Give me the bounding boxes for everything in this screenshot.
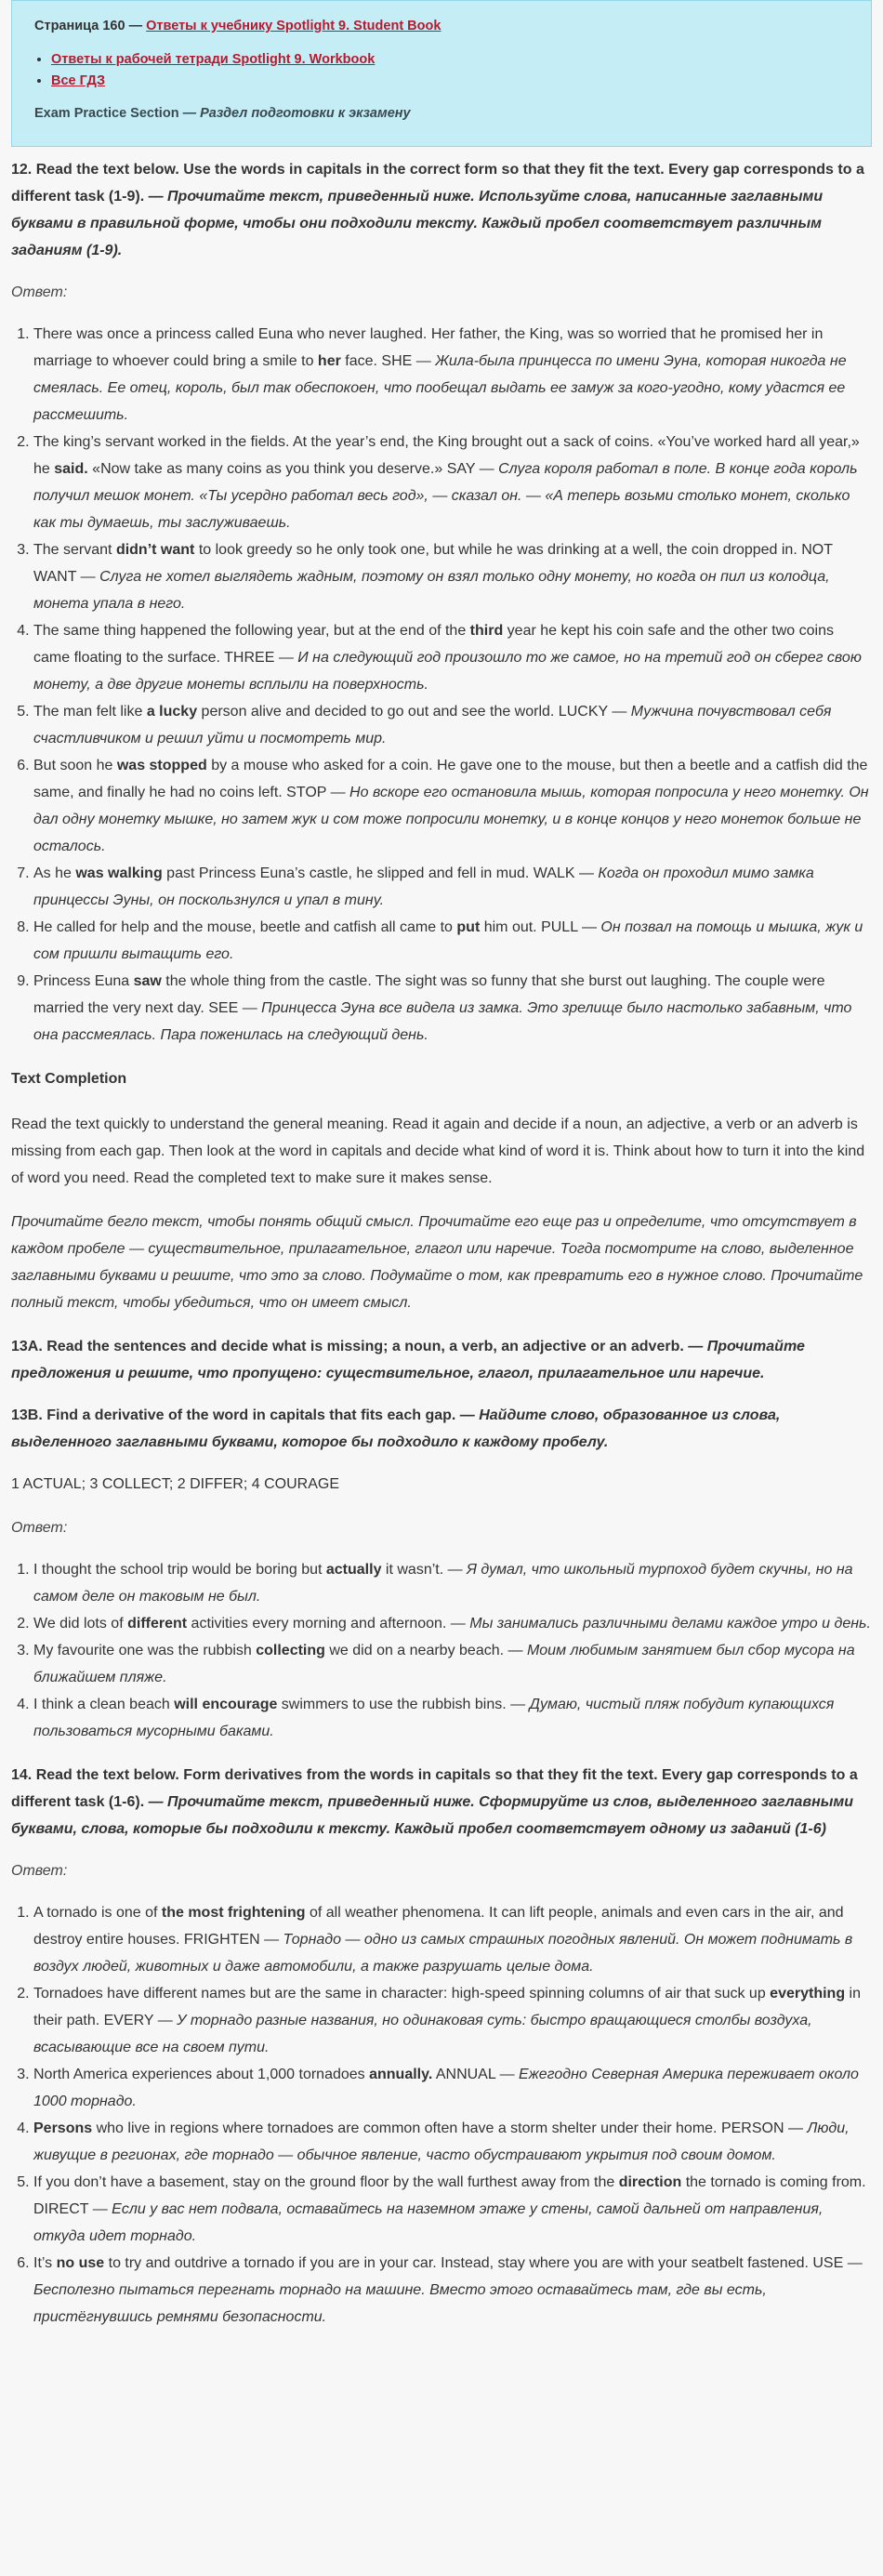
exercise-14-answers [11, 1899, 872, 2331]
answer-word: saw [133, 973, 162, 989]
answer-text: the whole thing from the castle. The sight was so funny that she burst out laughing. The couple were married the very next day. SEE — [33, 973, 825, 1016]
exercise-12-heading-en: 12. Read the text below. Use the words in capitals in the correct form so that they fit the text. Every gap corresponds to a different task (1-9). [11, 162, 864, 205]
answer-word: was stopped [116, 758, 207, 773]
list-item [33, 752, 872, 860]
answer-text: The servant [33, 542, 116, 558]
answer-text: The man felt like [33, 704, 147, 720]
exercise-13a-heading-en: 13A. Read the sentences and decide what is missing; a noun, a verb, an adjective or an adverb. [11, 1339, 684, 1354]
answer-text: I think a clean beach [33, 1697, 175, 1712]
text-completion-instructions: Read the text quickly to understand the general meaning. Read it again and decide if a noun, an adjective, a verb or an adverb is missing from each gap. Then look at the word in capitals and decide what kind of word it is. Think about how to turn it into the kind of word you need. Read the completed text to make sure it makes sense. [11, 1116, 865, 1186]
answer-text: in their path. EVERY — [33, 1986, 861, 2028]
answer-translation: Мы занимались различными делами каждое утро и день. [469, 1616, 871, 1631]
answer-text: My favourite one was the rubbish [33, 1643, 257, 1658]
answer-word: actually [325, 1562, 382, 1578]
page-prefix: Страница 160 — [34, 19, 147, 33]
list-item [33, 1899, 872, 1980]
exercise-12-heading [11, 156, 872, 264]
student-book-link[interactable]: Ответы к учебнику Spotlight 9. Student Book [146, 19, 442, 33]
answer-text: There was once a princess called Euna who never laughed. Her father, the King, was so worried that he promised her in marriage to whoever could bring a smile to [33, 326, 824, 369]
answer-text: of all weather phenomena. It can lift people, animals and even cars in the air, and destroy entire houses. FRIGHTEN — [33, 1905, 844, 1948]
answer-word: Persons [33, 2120, 93, 2136]
answer-translation: Люди, живущие в регионах, где торнадо — обычное явление, часто обустраивают укрытия под своим домом. [33, 2120, 850, 2163]
answer-text: The king’s servant worked in the fields. At the year’s end, the King brought out a sack of coins. «You’ve worked hard all year,» he [33, 434, 860, 477]
answer-text: activities every morning and afternoon. — [187, 1616, 470, 1631]
answer-text: If you don’t have a basement, stay on the ground floor by the wall furthest away from the [33, 2174, 619, 2190]
all-gdz-link[interactable]: Все ГДЗ [51, 73, 106, 88]
answer-translation: Моим любимым занятием был сбор мусора на ближайшем пляже. [33, 1643, 855, 1685]
list-item [33, 914, 872, 968]
answer-text: by a mouse who asked for a coin. He gave one to the mouse, but then a beetle and a catfish did the same, and finally he had no coins left. STOP — [33, 758, 868, 800]
exercise-13b-heading [11, 1402, 872, 1456]
answer-translation: Торнадо — одно из самых страшных погодных явлений. Он может поднимать в воздух людей, животных и даже автомобили, а также разрушать целые дома. [33, 1932, 853, 1975]
list-item [33, 2115, 872, 2169]
answer-translation: Думаю, чистый пляж побудит купающихся пользоваться мусорными баками. [33, 1697, 835, 1739]
answer-label: Ответ: [11, 284, 68, 300]
exercise-14-heading-en: 14. Read the text below. Form derivatives from the words in capitals so that they fit the text. Every gap corresponds to a different task (1-6). [11, 1767, 858, 1810]
list-item [33, 968, 872, 1049]
answer-word: different [127, 1616, 188, 1631]
text-completion-instructions-ru: Прочитайте бегло текст, чтобы понять общий смысл. Прочитайте его еще раз и определите, что отсутствует в каждом пробеле — существительное, прилагательное, глагол или наречие. Тогда посмотрите на слово, выделенное заглавными буквами и решите, что это за слово. Подумайте о том, как превратить его в нужное слово. Прочитайте полный текст, чтобы убедиться, что он имеет смысл. [11, 1214, 863, 1311]
list-item [33, 1691, 872, 1745]
info-box [11, 0, 872, 147]
section-title: Exam Practice Section [34, 106, 179, 121]
answer-translation: Слуга короля работал в поле. В конце года король получил мешок монет. «Ты усердно работал весь год», — сказал он. — «А теперь возьми столько монет, сколько как ты думаешь, ты заслуживаешь. [33, 461, 858, 531]
answer-translation: Мужчина почувствовал себя счастливчиком и решил уйти и посмотреть мир. [33, 704, 832, 746]
answer-word: will encourage [174, 1697, 278, 1712]
exercise-13b-words: 1 ACTUAL; 3 COLLECT; 2 DIFFER; 4 COURAGE [11, 1476, 339, 1492]
answer-translation: Ежегодно Северная Америка переживает около 1000 торнадо. [33, 2067, 859, 2109]
answer-text: Tornadoes have different names but are the same in character: high-speed spinning columns of air that suck up [33, 1986, 771, 2001]
list-item [33, 536, 872, 617]
exercise-13b-answers [11, 1556, 872, 1745]
answer-translation: Принцесса Эуна все видела из замка. Это зрелище было настолько забавным, что она рассмеялась. Пара поженилась на следующий день. [33, 1000, 852, 1043]
answer-translation: Но вскоре его остановила мышь, которая попросила у него монетку. Он дал одну монетку мышке, но затем жук и сом тоже попросили монетку, и в конце концов у него монеток больше не осталось. [33, 785, 869, 854]
answer-word: direction [618, 2174, 682, 2190]
answer-text: A tornado is one of [33, 1905, 162, 1921]
exercise-14-heading [11, 1762, 872, 1843]
answer-label: Ответ: [11, 1863, 68, 1879]
answer-word: her [317, 353, 341, 369]
list-item [33, 617, 872, 698]
answer-text: person alive and decided to go out and see the world. LUCKY — [197, 704, 631, 720]
answer-translation: Слуга не хотел выглядеть жадным, поэтому он взял только одну монету, но когда он пил из колодца, монета упала в него. [33, 569, 830, 612]
answer-word: collecting [256, 1643, 325, 1658]
list-item [33, 2169, 872, 2250]
answer-text: It’s [33, 2255, 57, 2271]
list-item [33, 1556, 872, 1610]
list-item [33, 2250, 872, 2331]
answer-text: swimmers to use the rubbish bins. — [277, 1697, 530, 1712]
exercise-13a-heading [11, 1333, 872, 1387]
exercise-12-heading-ru: — Прочитайте текст, приведенный ниже. Используйте слова, написанные заглавными буквами в правильной форме, чтобы они подходили тексту. Каждый пробел соответствует различным заданиям (1-9). [11, 189, 824, 258]
answer-word: didn’t want [115, 542, 195, 558]
answer-text: to look greedy so he only took one, but while he was drinking at a well, the coin dropped in. NOT WANT — [33, 542, 833, 585]
answer-text: year he kept his coin safe and the other two coins came floating to the surface. THREE — [33, 623, 834, 666]
answer-text: He called for help and the mouse, beetle and catfish all came to [33, 919, 457, 935]
answer-word: a lucky [146, 704, 198, 720]
list-item [33, 1980, 872, 2061]
exercise-13a-heading-ru: — Прочитайте предложения и решите, что пропущено: существительное, глагол, прилагательное или наречие. [11, 1339, 805, 1381]
workbook-link[interactable]: Ответы к рабочей тетради Spotlight 9. Workbook [51, 52, 376, 67]
answer-translation: Жила-была принцесса по имени Эуна, которая никогда не смеялась. Ее отец, король, был так обеспокоен, что пообещал выдать ее замуж за кого-угодно, кому удастся ее рассмешить. [33, 353, 847, 423]
list-item [33, 429, 872, 536]
list-item [33, 321, 872, 429]
answer-text: «Now take as many coins as you think you deserve.» SAY — [87, 461, 499, 477]
answer-translation: И на следующий год произошло то же самое, но на третий год он сберег свою монету, а две другие монеты всплыли на поверхность. [33, 650, 862, 693]
answer-text: I thought the school trip would be boring but [33, 1562, 326, 1578]
text-completion-title: Text Completion [11, 1071, 127, 1087]
list-item [33, 1637, 872, 1691]
exercise-13b-heading-en: 13B. Find a derivative of the word in capitals that fits each gap. [11, 1407, 456, 1423]
answer-word: put [456, 919, 481, 935]
exercise-14-heading-ru: — Прочитайте текст, приведенный ниже. Сформируйте из слов, выделенного заглавными буквами, слова, которые бы подходили к тексту. Каждый пробел соответствует одному из заданий (1-6) [11, 1794, 854, 1837]
answer-text: the tornado is coming from. DIRECT — [33, 2174, 866, 2217]
answer-label: Ответ: [11, 1520, 68, 1536]
answer-text: past Princess Euna’s castle, he slipped and fell in mud. WALK — [162, 865, 599, 881]
answer-text: As he [33, 865, 76, 881]
answer-translation: Он позвал на помощь и мышка, жук и сом пришли вытащить его. [33, 919, 863, 962]
answer-text: Princess Euna [33, 973, 134, 989]
exercise-12-answers [11, 321, 872, 1049]
answer-translation: У торнадо разные названия, но одинаковая суть: быстро вращающиеся столбы воздуха, всасывающие все на своем пути. [33, 2013, 812, 2055]
answer-text: The same thing happened the following year, but at the end of the [33, 623, 470, 639]
page-line [34, 14, 849, 38]
answer-word: annually. [369, 2067, 433, 2082]
answer-word: the most frightening [161, 1905, 306, 1921]
answer-translation: Когда он проходил мимо замка принцессы Эуны, он поскользнулся и упал в тину. [33, 865, 814, 908]
answer-translation: Бесполезно пытаться перегнать торнадо на машине. Вместо этого оставайтесь там, где вы есть, пристёгнувшись ремнями безопасности. [33, 2282, 767, 2325]
list-item [33, 860, 872, 914]
answer-translation: Я думал, что школьный турпоход будет скучны, но на самом деле он таковым не был. [33, 1562, 853, 1605]
answer-word: was walking [75, 865, 163, 881]
answer-text: We did lots of [33, 1616, 128, 1631]
answer-text: it wasn’t. — [381, 1562, 468, 1578]
related-links-list [34, 49, 849, 92]
answer-word: everything [770, 1986, 846, 2001]
list-item [33, 1610, 872, 1637]
answer-word: third [469, 623, 504, 639]
exercise-13b-heading-ru: — Найдите слово, образованное из слова, выделенного заглавными буквами, которое бы подходило к каждому пробелу. [11, 1407, 781, 1450]
related-link-item [51, 49, 849, 71]
answer-word: no use [56, 2255, 105, 2271]
answer-word: said. [54, 461, 88, 477]
related-link-item [51, 71, 849, 92]
answer-text: who live in regions where tornadoes are common often have a storm shelter under their home. PERSON — [92, 2120, 808, 2136]
answer-text: we did on a nearby beach. — [324, 1643, 527, 1658]
answer-text: ANNUAL — [432, 2067, 520, 2082]
answer-text: to try and outdrive a tornado if you are in your car. Instead, stay where you are with your seatbelt fastened. USE — [104, 2255, 863, 2271]
answer-text: him out. PULL — [480, 919, 601, 935]
answer-text: North America experiences about 1,000 tornadoes [33, 2067, 370, 2082]
section-title-ru: Раздел подготовки к экзамену [200, 106, 411, 121]
list-item [33, 698, 872, 752]
answer-text: But soon he [33, 758, 117, 773]
list-item [33, 2061, 872, 2115]
section-dash: — [178, 106, 201, 121]
answer-translation: Если у вас нет подвала, оставайтесь на наземном этаже у стены, самой дальней от направления, откуда идет торнадо. [33, 2201, 824, 2244]
answer-text: face. SHE — [340, 353, 436, 369]
section-line [34, 101, 849, 125]
